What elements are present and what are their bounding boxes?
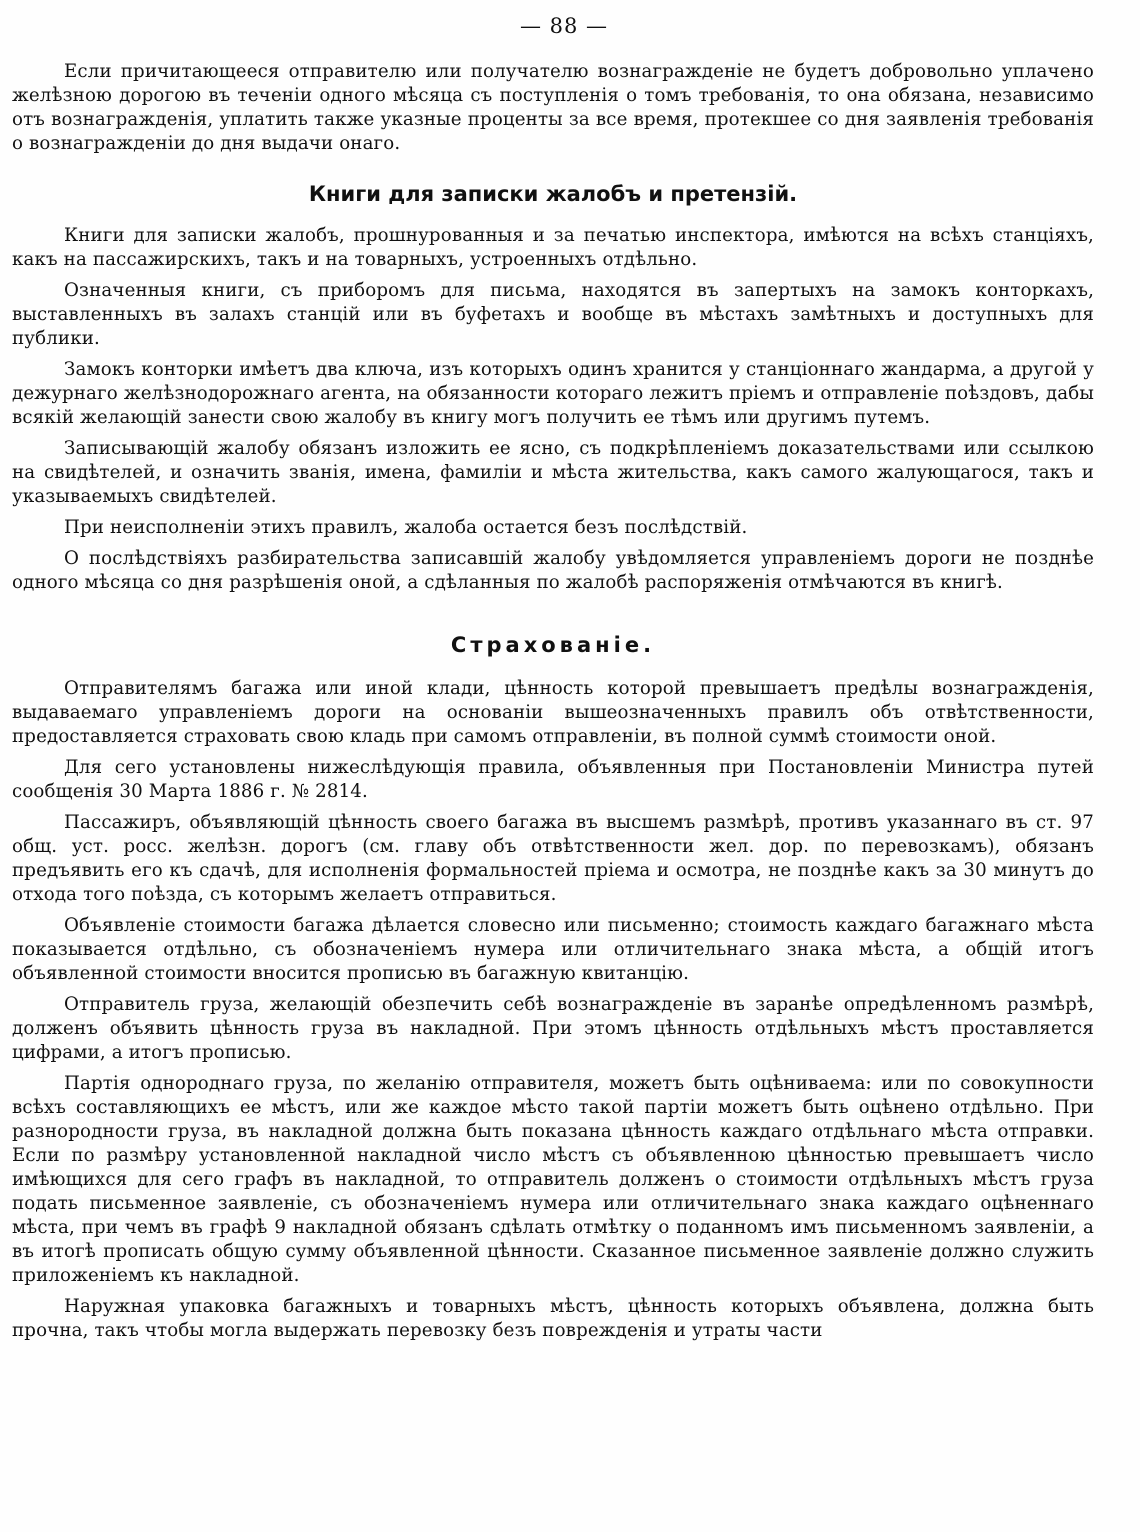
complaints-paragraph-5: При неисполненіи этихъ правилъ, жалоба остается безъ послѣдствій. xyxy=(64,517,748,538)
complaints-paragraph-1: Книги для записки жалобъ, прошнурованныя и за печатью инспектора, имѣются на всѣхъ станціяхъ, какъ на пассажирскихъ, такъ и на товарныхъ, устроенныхъ отдѣльно. xyxy=(12,225,1094,270)
insurance-paragraph-5: Отправитель груза, желающій обезпечить себѣ вознагражденіе въ заранѣе опредѣленномъ размѣрѣ, долженъ объявить цѣнность груза въ накладной. При этомъ цѣнность отдѣльныхъ мѣстъ проставляется цифрами, а итогъ прописью. xyxy=(12,994,1094,1063)
document-page xyxy=(12,14,1094,1350)
page-number: — 88 — xyxy=(519,14,609,38)
insurance-paragraph-7: Наружная упаковка багажныхъ и товарныхъ мѣстъ, цѣнность которыхъ объявлена, должна быть прочна, такъ чтобы могла выдержать перевозку безъ поврежденія и утраты части xyxy=(12,1296,1094,1341)
insurance-heading: Страхованіе. xyxy=(450,633,656,657)
insurance-paragraph-6: Партія однороднаго груза, по желанію отправителя, можетъ быть оцѣниваема: или по совокупности всѣхъ составляющихъ ее мѣстъ, или же каждое мѣсто такой партіи можетъ быть оцѣнено отдѣльно. При разнородности груза, въ накладной должна быть показана цѣнность каждаго отдѣльнаго мѣста отправки. Если по размѣру установленной накладной число мѣстъ съ объявленною цѣнностью превышаетъ число имѣющихся для сего графъ въ накладной, то отправитель долженъ о стоимости отдѣльныхъ мѣстъ груза подать письменное заявленіе, съ обозначеніемъ нумера или отличительнаго знака каждаго оцѣненнаго мѣста, при чемъ въ графѣ 9 накладной обязанъ сдѣлать отмѣтку о поданномъ имъ письменномъ заявленіи, а въ итогѣ прописать общую сумму объявленной цѣнности. Сказанное письменное заявленіе должно служить приложеніемъ къ накладной. xyxy=(12,1073,1094,1286)
complaints-heading: Книги для записки жалобъ и претензій. xyxy=(308,182,798,206)
insurance-paragraph-4: Объявленіе стоимости багажа дѣлается словесно или письменно; стоимость каждаго багажнаго мѣста показывается отдѣльно, съ обозначеніемъ нумера или отличительнаго знака мѣста, а общій итогъ объявленной стоимости вносится прописью въ багажную квитанцію. xyxy=(12,915,1094,984)
insurance-paragraph-2: Для сего установлены нижеслѣдующія правила, объявленныя при Постановленіи Министра путей сообщенія 30 Марта 1886 г. № 2814. xyxy=(12,757,1094,802)
complaints-paragraph-3: Замокъ конторки имѣетъ два ключа, изъ которыхъ одинъ хранится у станціоннаго жандарма, а другой у дежурнаго желѣзнодорожнаго агента, на обязанности котораго лежитъ пріемъ и отправленіе поѣздовъ, дабы всякій желающій занести свою жалобу въ книгу могъ получить ее тѣмъ или другимъ путемъ. xyxy=(12,359,1094,428)
complaints-paragraph-6: О послѣдствіяхъ разбирательства записавшій жалобу увѣдомляется управленіемъ дороги не позднѣе одного мѣсяца со дня разрѣшенія оной, а сдѣланныя по жалобѣ распоряженія отмѣчаются въ книгѣ. xyxy=(12,548,1094,593)
complaints-paragraph-4: Записывающій жалобу обязанъ изложить ее ясно, съ подкрѣпленіемъ доказательствами или ссылкою на свидѣтелей, и означить званія, имена, фамиліи и мѣста жительства, какъ самого жалующагося, такъ и указываемыхъ свидѣтелей. xyxy=(12,438,1094,507)
complaints-paragraph-2: Означенныя книги, съ приборомъ для письма, находятся въ запертыхъ на замокъ конторкахъ, выставленныхъ въ залахъ станцій или въ буфетахъ и вообще въ мѣстахъ замѣтныхъ и доступныхъ для публики. xyxy=(12,280,1094,349)
insurance-paragraph-3: Пассажиръ, объявляющій цѣнность своего багажа въ высшемъ размѣрѣ, противъ указаннаго въ ст. 97 общ. уст. росс. желѣзн. дорогъ (см. главу объ отвѣтственности жел. дор. по перевозкамъ), обязанъ предъявить его къ сдачѣ, для исполненія формальностей пріема и осмотра, не позднѣе какъ за 30 минутъ до отхода того поѣзда, съ которымъ желаетъ отправиться. xyxy=(12,812,1094,905)
intro-paragraph: Если причитающееся отправителю или получателю вознагражденіе не будетъ добровольно уплачено желѣзною дорогою въ теченіи одного мѣсяца съ поступленія о томъ требованія, то она обязана, независимо отъ вознагражденія, уплатить также указные проценты за все время, протекшее со дня заявленія требованія о вознагражденіи до дня выдачи онаго. xyxy=(12,61,1094,154)
insurance-paragraph-1: Отправителямъ багажа или иной клади, цѣнность которой превышаетъ предѣлы вознагражденія, выдаваемаго управленіемъ дороги на основаніи вышеозначенныхъ правилъ объ отвѣтственности, предоставляется страховать свою кладь при самомъ отправленіи, въ полной суммѣ стоимости оной. xyxy=(12,678,1094,747)
